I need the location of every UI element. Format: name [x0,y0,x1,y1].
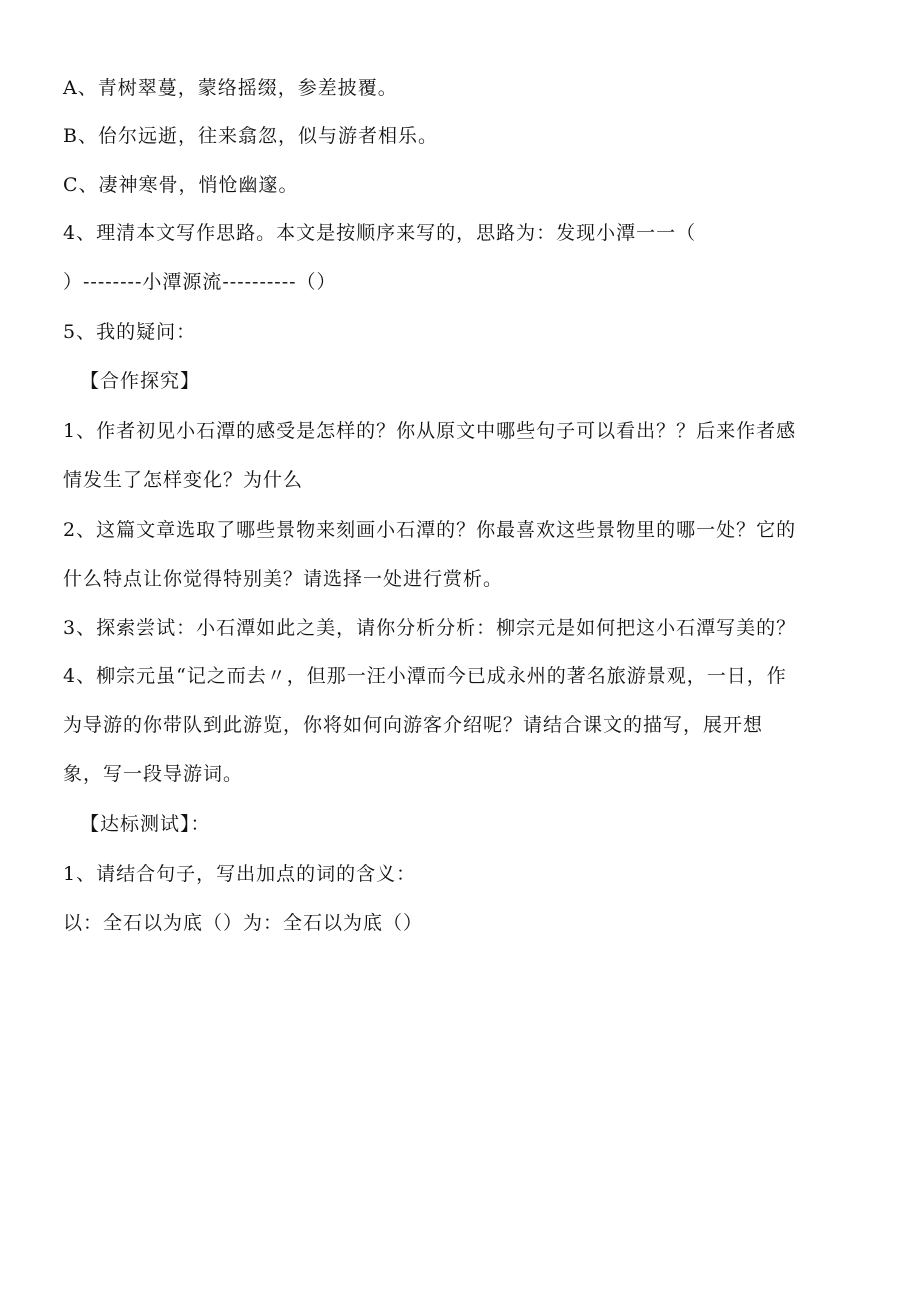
option-a-line: A、青树翠蔓，蒙络摇缀，参差披覆。 [63,77,398,99]
option-c-line: C、凄神寒骨，悄怆幽邃。 [63,174,299,196]
question-4-line-1: 4、理清本文写作思路。本文是按顺序来写的，思路为：发现小潭一一（ [63,222,697,244]
section-heading-cooperative-inquiry: 【合作探究】 [80,370,201,392]
section-heading-standard-test: 【达标测试】： [80,813,211,835]
inquiry-question-2-line-2: 什么特点让你觉得特别美？请选择一处进行赏析。 [63,568,504,590]
question-4-line-2: ）--------小潭源流----------（） [63,271,337,293]
inquiry-question-4-line-1: 4、柳宗元虽“记之而去〃，但那一汪小潭而今已成永州的著名旅游景观，一日，作 [63,665,787,687]
question-5-line: 5、我的疑问： [63,321,197,343]
inquiry-question-4-line-2: 为导游的你带队到此游览，你将如何向游客介绍呢？请结合课文的描写，展开想 [63,714,764,736]
inquiry-question-1-line-2: 情发生了怎样变化？为什么 [63,469,304,491]
test-question-1-line: 1、请结合句子，写出加点的词的含义： [63,863,417,885]
inquiry-question-4-line-3: 象，写一段导游词。 [63,763,244,785]
inquiry-question-1-line-1: 1、作者初见小石潭的感受是怎样的？你从原文中哪些句子可以看出？？后来作者感 [63,420,797,442]
test-question-1-example-line: 以：全石以为底（）为：全石以为底（） [63,912,424,934]
inquiry-question-2-line-1: 2、这篇文章选取了哪些景物来刻画小石潭的？你最喜欢这些景物里的哪一处？它的 [63,519,797,541]
inquiry-question-3-line: 3、探索尝试：小石潭如此之美，请你分析分析：柳宗元是如何把这小石潭写美的？ [63,617,797,639]
option-b-line: B、佁尔远逝，往来翕忽，似与游者相乐。 [63,125,438,147]
